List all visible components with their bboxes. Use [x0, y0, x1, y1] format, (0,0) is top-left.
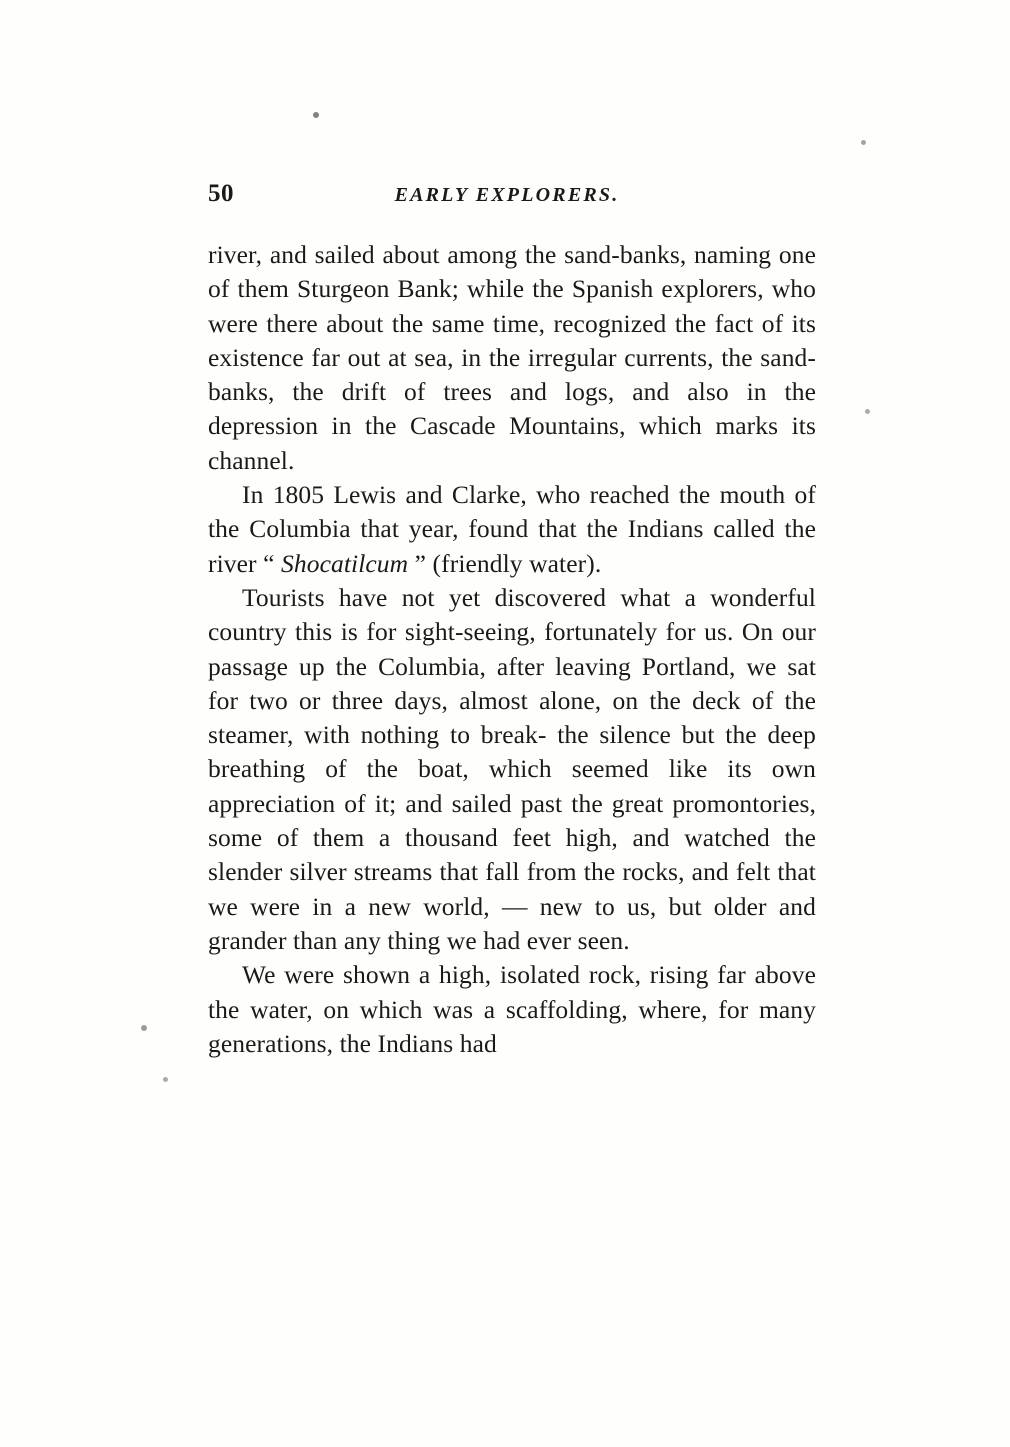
ink-speck-icon	[313, 112, 319, 118]
italic-term: Shocatilcum	[281, 548, 409, 578]
ink-speck-icon	[861, 140, 866, 145]
ink-speck-icon	[141, 1025, 147, 1031]
ink-speck-icon	[865, 409, 870, 414]
text-run: river, and sailed about among the sand-banks, naming one of them Sturgeon Bank; while the Spanish explorers, who were there about the same time, recognized the fact of its existence far out at sea, in the irregular currents, the sand-banks, the drift of trees and logs, and also in the depression in the Cascade Mountains, which marks its channel.	[208, 240, 816, 475]
page-body	[208, 238, 816, 1061]
text-run: Tourists have not yet discovered what a wonderful country this is for sight-seeing, fortunately for us. On our passage up the Columbia, after leaving Portland, we sat for two or three days, almost alone, on the deck of the steamer, with nothing to break- the silence but the deep breathing of the boat, which seemed like its own appreciation of it; and sailed past the great promontories, some of them a thousand feet high, and watched the slender silver streams that fall from the rocks, and felt that we were in a new world, — new to us, but older and grander than any thing we had ever seen.	[208, 582, 816, 955]
text-run: ” (friendly water).	[408, 548, 602, 578]
page-header	[208, 180, 820, 208]
body-paragraph	[208, 581, 816, 958]
ink-speck-icon	[163, 1077, 168, 1082]
body-paragraph	[208, 478, 816, 581]
body-paragraph	[208, 958, 816, 1061]
text-run: We were shown a high, isolated rock, rising far above the water, on which was a scaffolding, where, for many generations, the Indians had	[208, 960, 816, 1058]
page-number: 50	[208, 180, 234, 207]
body-paragraph	[208, 238, 816, 478]
text-run: In 1805 Lewis and Clarke, who reached the mouth of the Columbia that year, found that the Indians called the river “	[208, 480, 816, 578]
running-head: EARLY EXPLORERS.	[394, 184, 620, 206]
